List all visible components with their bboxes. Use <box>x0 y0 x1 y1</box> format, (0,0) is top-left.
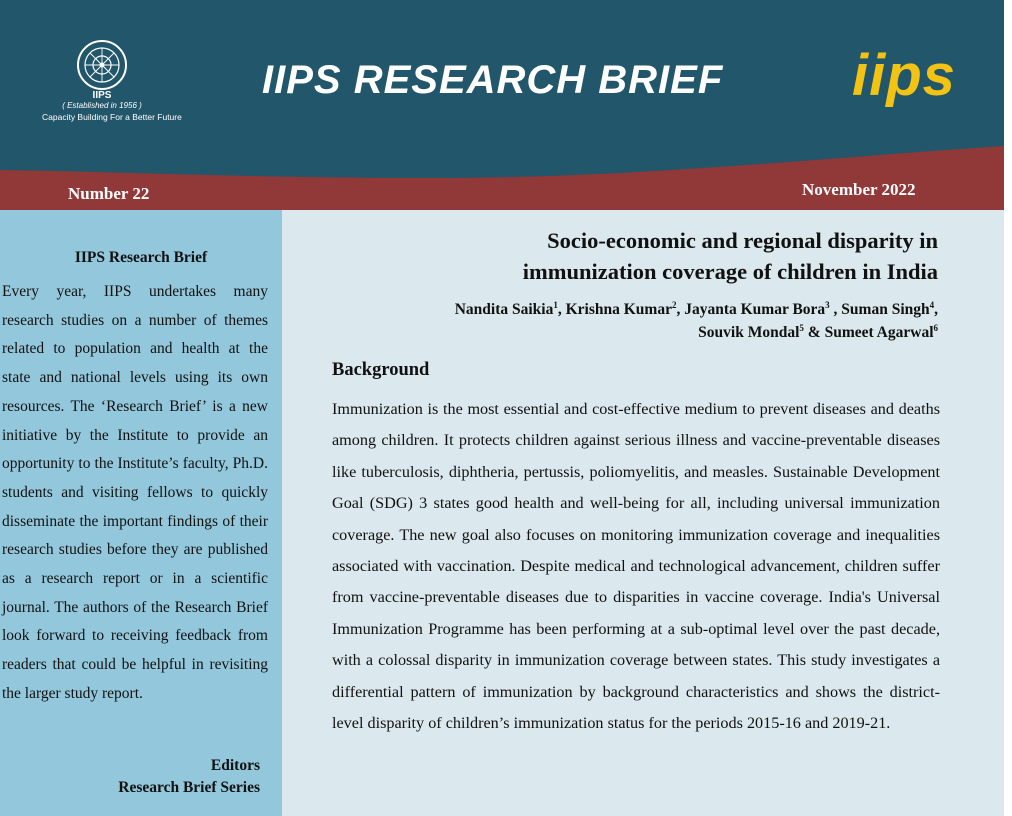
issue-date: November 2022 <box>802 180 916 199</box>
background-heading: Background <box>332 360 430 380</box>
author-name: Sumeet Agarwal <box>824 324 934 341</box>
author-name: Jayanta Kumar Bora <box>684 301 826 318</box>
background-paragraph: Immunization is the most essential and cost-effective medium to prevent diseases and deaths among children. It protects children against serious illness and vaccine-preventable diseases like tuberculosis, diphtheria, pertussis, poliomyelitis, and measles. Sustainable Development Goal (SDG) 3 states good health and well-being for all, including universal immunization coverage. The new goal also focuses on monitoring immunization coverage and inequalities associated with vaccination. Despite medical and technological advancement, children suffer from vaccine-preventable diseases due to disparities in vaccine coverage. India's Universal Immunization Programme has been performing at a sub-optimal level over the past decade, with a colossal disparity in immunization coverage between states. This study investigates a differential pattern of immunization by background characteristics and shows the district-level disparity of children’s immunization status for the periods 2015-16 and 2019-21. <box>332 400 940 733</box>
author-name: Suman Singh <box>841 301 930 318</box>
author-line <box>455 321 938 344</box>
right-margin <box>1004 0 1012 816</box>
article-title-line: immunization coverage of children in India <box>522 259 938 284</box>
iips-brand-logo: iips <box>852 43 956 108</box>
author-separator: , <box>557 301 566 318</box>
author-separator: & <box>803 324 825 341</box>
sidebar-heading: IIPS Research Brief <box>74 249 208 266</box>
author-line <box>455 298 938 321</box>
author-name: Nandita Saikia <box>454 301 554 318</box>
logo-wordmark: IIPS <box>92 90 112 100</box>
author-separator: , <box>829 301 842 318</box>
author-affiliation: 1 <box>553 299 558 310</box>
logo-tagline: Capacity Building For a Better Future <box>42 112 182 122</box>
editors-label: Editors <box>210 757 260 774</box>
author-name: Souvik Mondal <box>698 324 800 341</box>
author-affiliation: 6 <box>933 322 938 333</box>
author-name: Krishna Kumar <box>565 301 672 318</box>
series-label: Research Brief Series <box>118 779 260 796</box>
header-banner <box>0 0 1004 210</box>
author-affiliation: 2 <box>671 299 677 310</box>
author-list <box>455 298 938 344</box>
article-title <box>523 225 938 287</box>
sidebar-editors <box>118 755 260 799</box>
article-title-line: Socio-economic and regional disparity in <box>547 228 938 253</box>
author-separator: , <box>676 301 685 318</box>
issue-number: Number 22 <box>68 184 150 203</box>
iips-logo <box>42 38 182 122</box>
sidebar-description: Every year, IIPS undertakes many research studies on a number of themes related to population and health at the state and national levels using its own resources. The ‘Research Brief’ is a new initiative by the Institute to provide an opportunity to the Institute’s faculty, Ph.D. students and visiting fellows to quickly disseminate the important findings of their research studies before they are published as a research report or in a scientific journal. The authors of the Research Brief look forward to receiving feedback from readers that could be helpful in revisiting the larger study report. <box>2 283 268 702</box>
author-affiliation: 5 <box>799 322 804 333</box>
iips-seal-icon <box>73 38 131 100</box>
author-separator: , <box>934 301 938 318</box>
author-affiliation: 3 <box>825 299 830 310</box>
established-text: ( Established in 1956 ) <box>62 101 142 110</box>
brief-title: IIPS RESEARCH BRIEF <box>262 58 724 102</box>
author-affiliation: 4 <box>929 299 935 310</box>
